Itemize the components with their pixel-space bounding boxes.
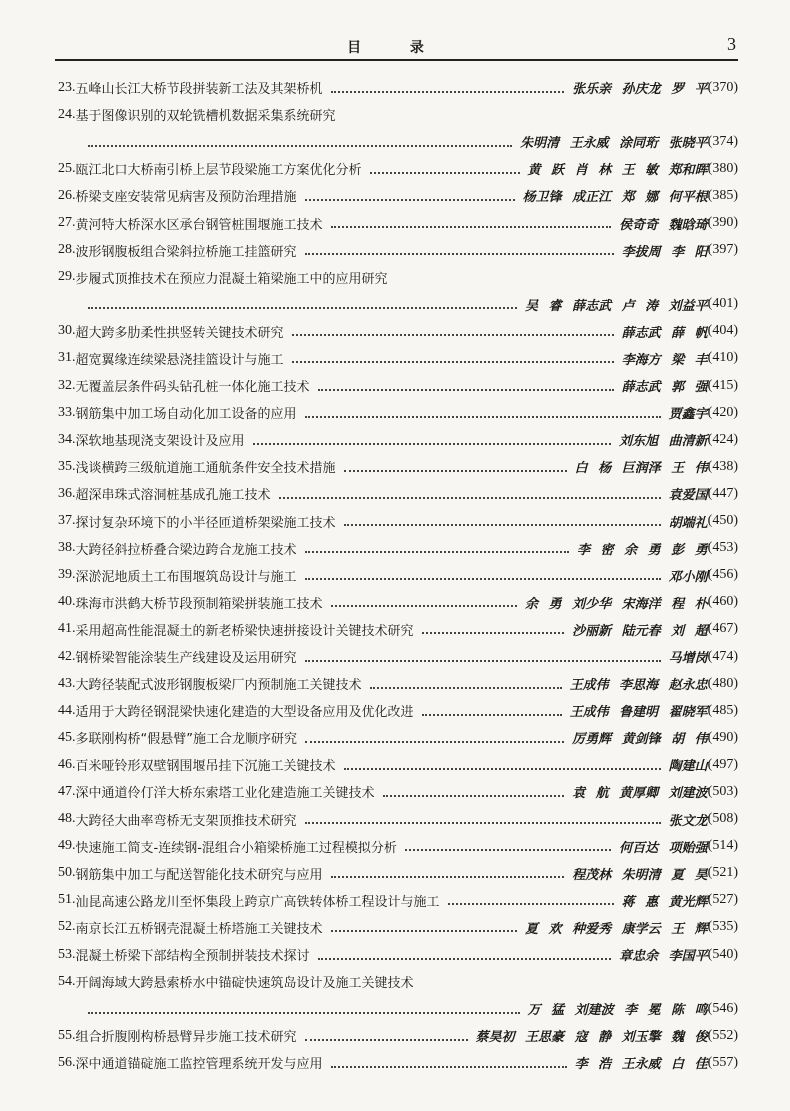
leader-dots bbox=[305, 576, 661, 580]
toc-entry bbox=[58, 1049, 738, 1076]
leader-dots bbox=[370, 685, 562, 689]
entry-page: (467) bbox=[707, 621, 738, 637]
entry-page: (474) bbox=[707, 648, 738, 664]
entry-title: 深软地基现浇支架设计及应用 bbox=[75, 434, 245, 450]
toc-entry bbox=[58, 318, 738, 345]
leader-dots bbox=[292, 359, 614, 363]
entry-page: (447) bbox=[707, 485, 738, 501]
entry-authors: 张乐亲 孙庆龙 罗 平 bbox=[572, 82, 708, 98]
entry-authors: 贾鑫宇 bbox=[668, 407, 708, 423]
toc-entry-continuation bbox=[58, 291, 738, 318]
entry-number: 49. bbox=[58, 838, 76, 854]
entry-number: 36. bbox=[58, 485, 76, 501]
entry-page: (456) bbox=[707, 567, 738, 583]
entry-page: (380) bbox=[707, 160, 738, 176]
toc-entry bbox=[58, 941, 738, 968]
table-of-contents bbox=[58, 74, 738, 1076]
entry-page: (514) bbox=[707, 838, 738, 854]
toc-entry bbox=[58, 616, 738, 643]
entry-title: 钢桥梁智能涂装生产线建设及运用研究 bbox=[75, 651, 297, 667]
entry-number: 33. bbox=[58, 404, 76, 420]
leader-dots bbox=[88, 143, 512, 147]
entry-authors: 袁 航 黄厚卿 刘建波 bbox=[572, 786, 708, 802]
leader-dots bbox=[448, 901, 614, 905]
entry-authors: 王成伟 鲁建明 翟晓军 bbox=[569, 705, 708, 721]
entry-authors: 吴 睿 薛志武 卢 涛 刘益平 bbox=[525, 298, 708, 314]
entry-title: 超大跨多肋柔性拱竖转关键技术研究 bbox=[75, 325, 284, 341]
entry-authors: 袁爱国 bbox=[668, 488, 708, 504]
toc-entry bbox=[58, 1022, 738, 1049]
entry-number: 39. bbox=[58, 567, 76, 583]
entry-number: 52. bbox=[58, 919, 76, 935]
entry-authors: 沙丽新 陆元春 刘 超 bbox=[572, 623, 708, 639]
entry-page: (497) bbox=[707, 756, 738, 772]
entry-title: 探讨复杂环境下的小半径匝道桥架梁施工技术 bbox=[75, 515, 336, 531]
toc-entry bbox=[58, 778, 738, 805]
leader-dots bbox=[331, 224, 612, 228]
toc-entry-continuation bbox=[58, 128, 738, 155]
entry-number: 50. bbox=[58, 865, 76, 881]
entry-number: 26. bbox=[58, 187, 76, 203]
entry-authors: 李 密 余 勇 彭 勇 bbox=[577, 542, 708, 558]
toc-entry bbox=[58, 155, 738, 182]
leader-dots bbox=[318, 956, 612, 960]
entry-number: 27. bbox=[58, 215, 76, 231]
leader-dots bbox=[305, 1037, 468, 1041]
entry-title: 浅谈横跨三级航道施工通航条件安全技术措施 bbox=[75, 461, 336, 477]
entry-authors: 万 猛 刘建波 李 冕 陈 鸣 bbox=[527, 1003, 708, 1019]
entry-number: 32. bbox=[58, 377, 76, 393]
entry-title: 采用超高性能混凝土的新老桥梁快速拼接设计关键技术研究 bbox=[75, 623, 414, 639]
entry-page: (521) bbox=[707, 865, 738, 881]
toc-entry bbox=[58, 426, 738, 453]
entry-title: 深中通道伶仃洋大桥东索塔工业化建造施工关键技术 bbox=[75, 786, 375, 802]
entry-page: (453) bbox=[707, 540, 738, 556]
toc-entry bbox=[58, 751, 738, 778]
entry-page: (410) bbox=[707, 350, 738, 366]
entry-number: 38. bbox=[58, 540, 76, 556]
entry-number: 25. bbox=[58, 160, 76, 176]
entry-page: (527) bbox=[707, 892, 738, 908]
entry-authors: 胡端礼 bbox=[668, 515, 708, 531]
entry-authors: 薛志武 郭 强 bbox=[621, 380, 708, 396]
entry-title: 适用于大跨径钢混梁快速化建造的大型设备应用及优化改进 bbox=[75, 705, 414, 721]
page-header bbox=[55, 33, 738, 61]
entry-number: 37. bbox=[58, 513, 76, 529]
leader-dots bbox=[331, 874, 565, 878]
leader-dots bbox=[405, 847, 611, 851]
entry-authors: 厉勇辉 黄剑锋 胡 伟 bbox=[572, 732, 708, 748]
entry-number: 29. bbox=[58, 269, 76, 285]
toc-entry bbox=[58, 535, 738, 562]
toc-entry bbox=[58, 562, 738, 589]
toc-entry bbox=[58, 399, 738, 426]
leader-dots bbox=[305, 739, 564, 743]
entry-title: 超深串珠式溶洞桩基成孔施工技术 bbox=[75, 488, 271, 504]
entry-number: 54. bbox=[58, 973, 76, 989]
entry-title: 大跨径斜拉桥叠合梁边跨合龙施工技术 bbox=[75, 542, 297, 558]
entry-authors: 马增岗 bbox=[668, 651, 708, 667]
entry-title: 南京长江五桥钢壳混凝土桥塔施工关键技术 bbox=[75, 921, 323, 937]
entry-title: 深淤泥地质土工布围堰筑岛设计与施工 bbox=[75, 569, 297, 585]
toc-entry bbox=[58, 74, 738, 101]
entry-authors: 余 勇 刘少华 宋海洋 程 朴 bbox=[525, 596, 708, 612]
toc-entry bbox=[58, 589, 738, 616]
entry-title: 大跨径大曲率弯桥无支架顶推技术研究 bbox=[75, 813, 297, 829]
entry-title: 汕昆高速公路龙川至怀集段上跨京广高铁转体桥工程设计与施工 bbox=[75, 894, 440, 910]
entry-authors: 侯奇奇 魏晗琦 bbox=[619, 217, 708, 233]
leader-dots bbox=[253, 441, 612, 445]
entry-number: 42. bbox=[58, 648, 76, 664]
entry-authors: 夏 欢 种爱秀 康学云 王 辉 bbox=[525, 921, 708, 937]
toc-entry bbox=[58, 264, 738, 291]
entry-number: 35. bbox=[58, 458, 76, 474]
toc-entry bbox=[58, 345, 738, 372]
entry-title: 超宽翼缘连续梁悬浇挂篮设计与施工 bbox=[75, 352, 284, 368]
entry-page: (552) bbox=[707, 1027, 738, 1043]
entry-title: 瓯江北口大桥南引桥上层节段梁施工方案优化分析 bbox=[75, 163, 362, 179]
entry-authors: 李拔周 李 阳 bbox=[621, 244, 708, 260]
entry-authors: 李海方 梁 丰 bbox=[621, 352, 708, 368]
entry-page: (546) bbox=[707, 1000, 738, 1016]
entry-number: 44. bbox=[58, 702, 76, 718]
toc-entry bbox=[58, 237, 738, 264]
entry-title: 步履式顶推技术在预应力混凝土箱梁施工中的应用研究 bbox=[75, 271, 388, 287]
entry-number: 23. bbox=[58, 79, 76, 95]
leader-dots bbox=[383, 793, 565, 797]
entry-title: 百米哑铃形双壁钢围堰吊挂下沉施工关键技术 bbox=[75, 759, 336, 775]
entry-title: 大跨径装配式波形钢腹板梁厂内预制施工关键技术 bbox=[75, 678, 362, 694]
entry-authors: 蔡昊初 王思豪 寇 静 刘玉擎 魏 俊 bbox=[475, 1030, 708, 1046]
entry-page: (485) bbox=[707, 702, 738, 718]
toc-entry bbox=[58, 209, 738, 236]
entry-title: 钢筋集中加工场自动化加工设备的应用 bbox=[75, 407, 297, 423]
entry-authors: 朱明清 王永威 涂同珩 张晓平 bbox=[520, 136, 708, 152]
header-title: 目 录 bbox=[347, 40, 446, 56]
toc-entry bbox=[58, 833, 738, 860]
leader-dots bbox=[318, 387, 614, 391]
entry-number: 51. bbox=[58, 892, 76, 908]
entry-title: 基于图像识别的双轮铣槽机数据采集系统研究 bbox=[75, 109, 336, 125]
entry-number: 40. bbox=[58, 594, 76, 610]
entry-page: (385) bbox=[707, 187, 738, 203]
entry-page: (424) bbox=[707, 431, 738, 447]
leader-dots bbox=[344, 468, 567, 472]
leader-dots bbox=[279, 495, 661, 499]
entry-authors: 黄 跃 肖 林 王 敏 郑和晖 bbox=[527, 163, 708, 179]
toc-entry bbox=[58, 914, 738, 941]
toc-entry bbox=[58, 724, 738, 751]
toc-entry bbox=[58, 887, 738, 914]
entry-authors: 陶建山 bbox=[668, 759, 708, 775]
entry-number: 41. bbox=[58, 621, 76, 637]
entry-page: (397) bbox=[707, 242, 738, 258]
leader-dots bbox=[422, 712, 562, 716]
entry-page: (370) bbox=[707, 79, 738, 95]
toc-entry bbox=[58, 968, 738, 995]
entry-authors: 杨卫锋 成正江 郑 娜 何平根 bbox=[522, 190, 708, 206]
entry-title: 钢筋集中加工与配送智能化技术研究与应用 bbox=[75, 867, 323, 883]
entry-page: (557) bbox=[707, 1054, 738, 1070]
entry-authors: 章忠余 李国平 bbox=[619, 949, 708, 965]
entry-page: (540) bbox=[707, 946, 738, 962]
entry-title: 黄河特大桥深水区承台钢管桩围堰施工技术 bbox=[75, 217, 323, 233]
leader-dots bbox=[88, 305, 517, 309]
entry-title: 多联刚构桥“假悬臂”施工合龙顺序研究 bbox=[75, 732, 297, 748]
leader-dots bbox=[331, 89, 565, 93]
entry-number: 53. bbox=[58, 946, 76, 962]
entry-authors: 张文龙 bbox=[668, 813, 708, 829]
leader-dots bbox=[305, 658, 661, 662]
entry-page: (420) bbox=[707, 404, 738, 420]
toc-entry bbox=[58, 453, 738, 480]
leader-dots bbox=[331, 928, 518, 932]
entry-number: 46. bbox=[58, 756, 76, 772]
entry-authors: 邓小刚 bbox=[668, 569, 708, 585]
leader-dots bbox=[305, 414, 661, 418]
entry-title: 无覆盖层条件码头钻孔桩一体化施工技术 bbox=[75, 380, 310, 396]
entry-authors: 程茂林 朱明清 夏 昊 bbox=[572, 867, 708, 883]
entry-page: (438) bbox=[707, 458, 738, 474]
toc-entry bbox=[58, 372, 738, 399]
leader-dots bbox=[305, 251, 614, 255]
entry-page: (404) bbox=[707, 323, 738, 339]
entry-number: 34. bbox=[58, 431, 76, 447]
entry-number: 43. bbox=[58, 675, 76, 691]
entry-page: (390) bbox=[707, 215, 738, 231]
entry-page: (460) bbox=[707, 594, 738, 610]
entry-title: 波形钢腹板组合梁斜拉桥施工挂篮研究 bbox=[75, 244, 297, 260]
entry-number: 56. bbox=[58, 1054, 76, 1070]
entry-page: (374) bbox=[707, 133, 738, 149]
entry-number: 47. bbox=[58, 783, 76, 799]
entry-page: (508) bbox=[707, 811, 738, 827]
entry-title: 桥梁支座安装常见病害及预防治理措施 bbox=[75, 190, 297, 206]
entry-authors: 薛志武 薛 帆 bbox=[621, 325, 708, 341]
leader-dots bbox=[88, 1010, 520, 1014]
entry-page: (535) bbox=[707, 919, 738, 935]
leader-dots bbox=[370, 170, 520, 174]
entry-number: 48. bbox=[58, 811, 76, 827]
entry-authors: 刘东旭 曲清新 bbox=[619, 434, 708, 450]
toc-entry bbox=[58, 806, 738, 833]
leader-dots bbox=[305, 820, 661, 824]
toc-entry-continuation bbox=[58, 995, 738, 1022]
toc-entry bbox=[58, 182, 738, 209]
toc-entry bbox=[58, 860, 738, 887]
entry-title: 五峰山长江大桥节段拼装新工法及其架桥机 bbox=[75, 82, 323, 98]
toc-entry bbox=[58, 643, 738, 670]
entry-authors: 白 杨 巨润泽 王 伟 bbox=[574, 461, 708, 477]
leader-dots bbox=[422, 630, 565, 634]
entry-authors: 李 浩 王永威 白 佳 bbox=[574, 1057, 708, 1073]
entry-authors: 何百达 项贻强 bbox=[619, 840, 708, 856]
entry-page: (415) bbox=[707, 377, 738, 393]
leader-dots bbox=[331, 603, 518, 607]
entry-page: (480) bbox=[707, 675, 738, 691]
leader-dots bbox=[305, 549, 570, 553]
entry-title: 开阔海域大跨悬索桥水中锚碇快速筑岛设计及施工关键技术 bbox=[75, 976, 414, 992]
entry-title: 深中通道锚碇施工监控管理系统开发与应用 bbox=[75, 1057, 323, 1073]
leader-dots bbox=[344, 522, 661, 526]
entry-authors: 蒋 惠 黄光辉 bbox=[621, 894, 708, 910]
toc-entry bbox=[58, 101, 738, 128]
entry-number: 45. bbox=[58, 729, 76, 745]
toc-entry bbox=[58, 480, 738, 507]
toc-entry bbox=[58, 697, 738, 724]
header-page-number: 3 bbox=[727, 34, 736, 54]
entry-authors: 王成伟 李思海 赵永忠 bbox=[569, 678, 708, 694]
entry-number: 30. bbox=[58, 323, 76, 339]
entry-number: 55. bbox=[58, 1027, 76, 1043]
entry-title: 快速施工简支-连续钢-混组合小箱梁桥施工过程模拟分析 bbox=[75, 840, 397, 856]
leader-dots bbox=[331, 1064, 567, 1068]
leader-dots bbox=[305, 197, 515, 201]
entry-number: 31. bbox=[58, 350, 76, 366]
entry-page: (503) bbox=[707, 783, 738, 799]
entry-title: 珠海市洪鹤大桥节段预制箱梁拼装施工技术 bbox=[75, 596, 323, 612]
entry-page: (490) bbox=[707, 729, 738, 745]
entry-number: 24. bbox=[58, 106, 76, 122]
leader-dots bbox=[344, 766, 661, 770]
leader-dots bbox=[292, 332, 614, 336]
entry-number: 28. bbox=[58, 242, 76, 258]
entry-page: (401) bbox=[707, 296, 738, 312]
entry-title: 混凝土桥梁下部结构全预制拼装技术探讨 bbox=[75, 949, 310, 965]
toc-entry bbox=[58, 508, 738, 535]
toc-entry bbox=[58, 670, 738, 697]
entry-page: (450) bbox=[707, 513, 738, 529]
entry-title: 组合折腹刚构桥悬臂异步施工技术研究 bbox=[75, 1030, 297, 1046]
